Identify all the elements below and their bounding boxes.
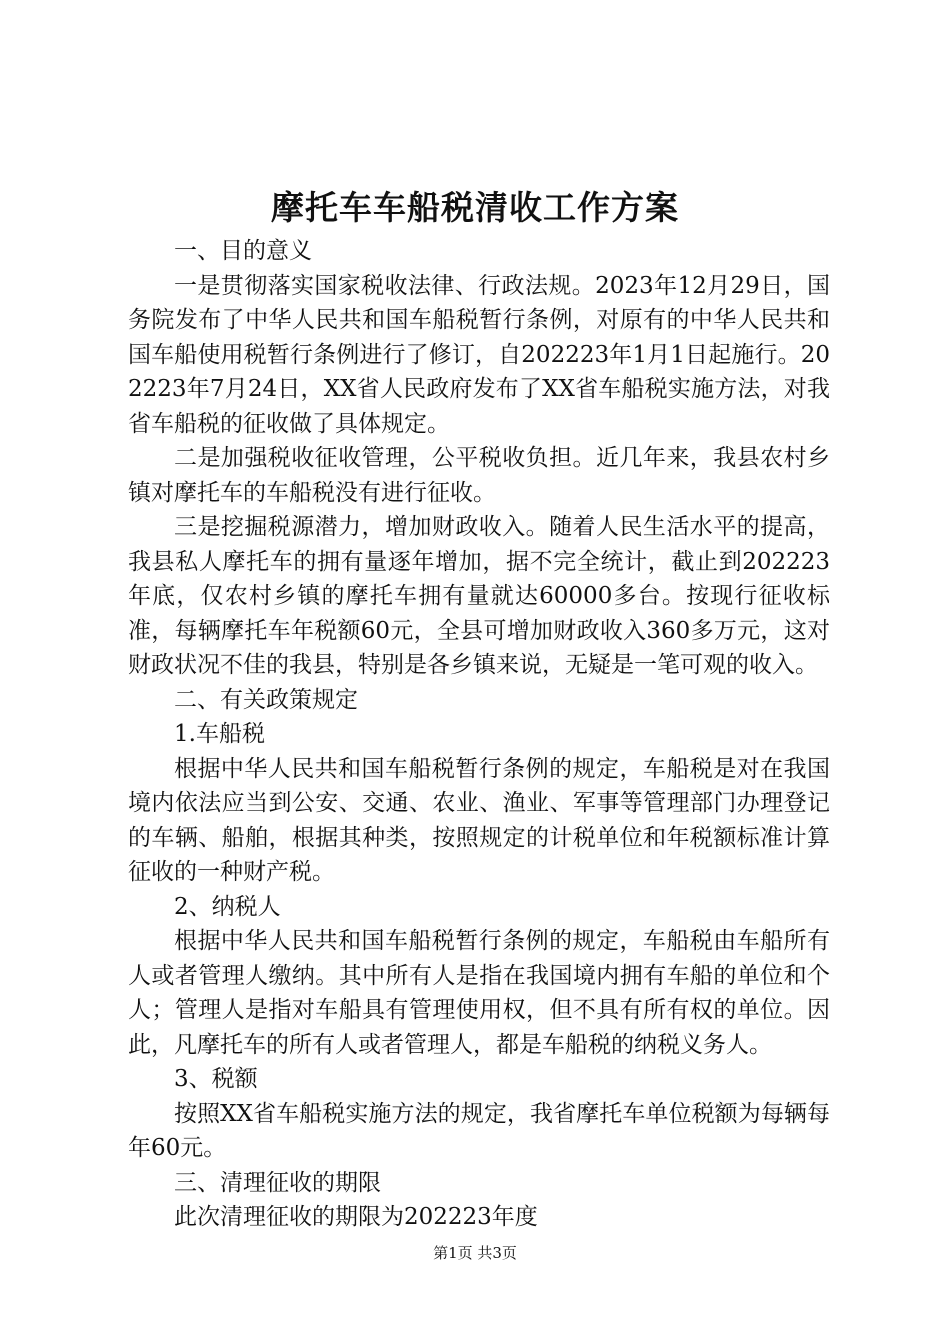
subheading-taxpayer: 2、纳税人 xyxy=(174,893,281,920)
subheading-tax-amount: 3、税额 xyxy=(174,1066,258,1092)
section-heading-period: 三、清理征收的期限 xyxy=(174,1169,381,1196)
page-footer: 第1页 共3页 xyxy=(433,1244,517,1262)
paragraph-vehicle-tax-definition: 根据中华人民共和国车船税暂行条例的规定，车船税是对在我国境内依法应当到公安、交通、农业、渔业、军事等管理部门办理登记的车辆、船舶，根据其种类，按照规定的计税单位和年税额标准计算征收的一种财产税。 xyxy=(128,755,830,885)
paragraph-taxpayer-definition: 根据中华人民共和国车船税暂行条例的规定，车船税由车船所有人或者管理人缴纳。其中所有人是指在我国境内拥有车船的单位和个人；管理人是指对车船具有管理使用权，但不具有所有权的单位。因此，凡摩托车的所有人或者管理人，都是车船税的纳税义务人。 xyxy=(128,928,830,1058)
paragraph-tap-tax-source: 三是挖掘税源潜力，增加财政收入。随着人民生活水平的提高，我县私人摩托车的拥有量逐年增加，据不完全统计，截止到202223年底，仅农村乡镇的摩托车拥有量就达60000多台。按现行征收标准，每辆摩托车年税额60元，全县可增加财政收入360多万元，这对财政状况不佳的我县，特别是各乡镇来说，无疑是一笔可观的收入。 xyxy=(128,514,830,678)
section-heading-policy: 二、有关政策规定 xyxy=(174,686,358,713)
subheading-vehicle-tax: 1.车船税 xyxy=(174,721,265,747)
document-title: 摩托车车船税清收工作方案 xyxy=(271,188,679,227)
section-heading-purpose: 一、目的意义 xyxy=(174,238,312,264)
paragraph-tax-amount: 按照XX省车船税实施方法的规定，我省摩托车单位税额为每辆每年60元。 xyxy=(128,1100,830,1161)
paragraph-implement-law: 一是贯彻落实国家税收法律、行政法规。2023年12月29日，国务院发布了中华人民共和国车船税暂行条例，对原有的中华人民共和国车船使用税暂行条例进行了修订，自202223年1月1日起施行。202223年7月24日，XX省人民政府发布了XX省车船税实施方法，对我省车船税的征收做了具体规定。 xyxy=(128,272,830,437)
paragraph-strengthen-collection: 二是加强税收征收管理，公平税收负担。近几年来，我县农村乡镇对摩托车的车船税没有进行征收。 xyxy=(128,445,830,506)
document-body xyxy=(128,234,830,1235)
paragraph-period: 此次清理征收的期限为202223年度 xyxy=(174,1204,538,1230)
